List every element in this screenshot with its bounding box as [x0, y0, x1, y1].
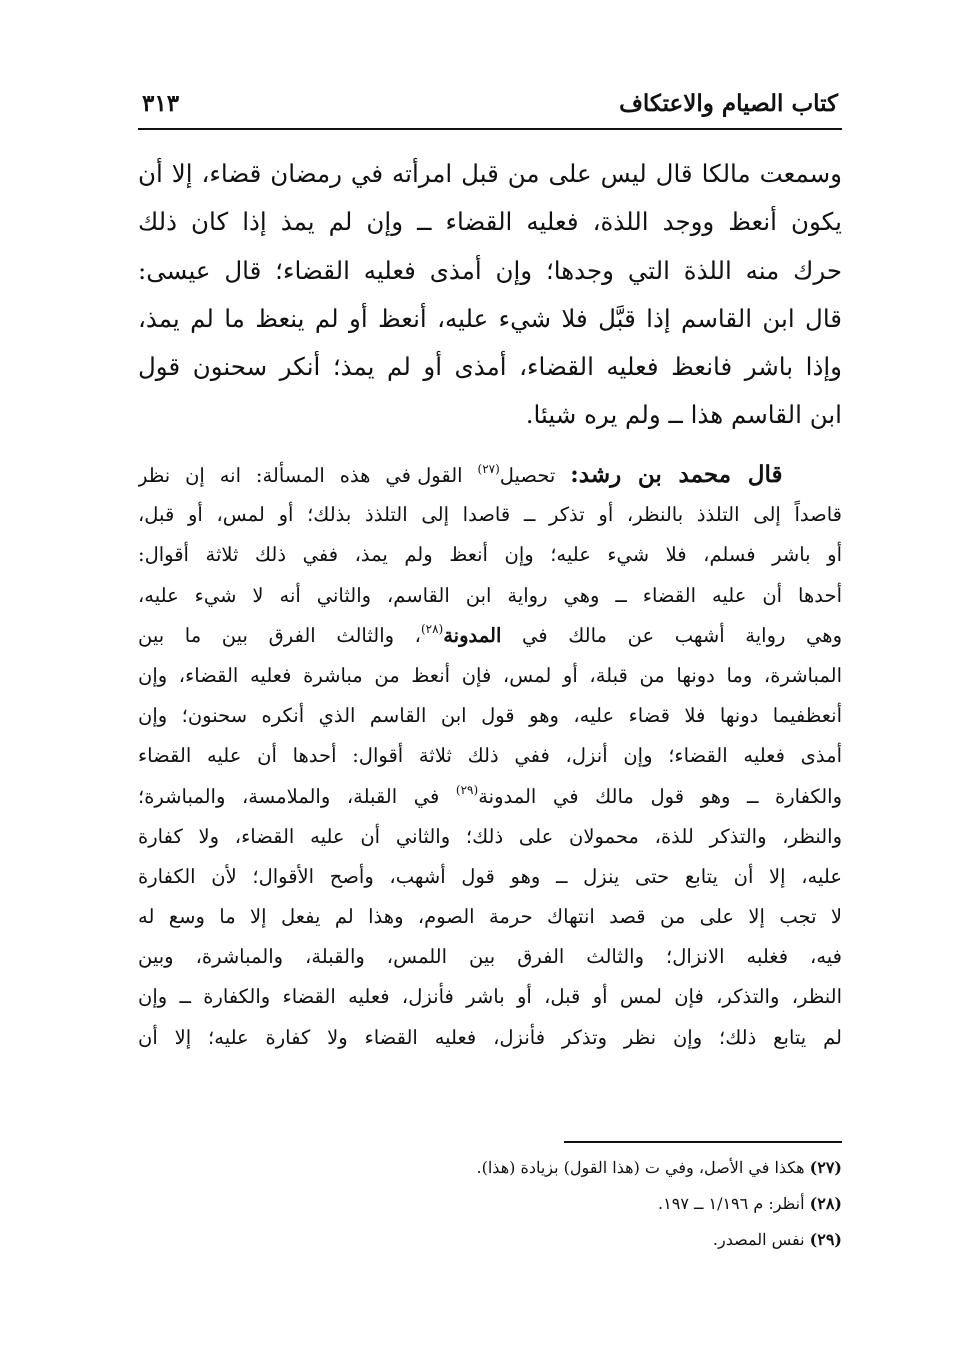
text-line: فيه، فغلبه الانزال؛ والثالث الفرق بين اللمس، والقبلة، والمباشرة، وبين — [138, 945, 842, 969]
page-header — [138, 90, 838, 128]
text-line — [138, 777, 842, 817]
footnote-29 — [138, 1222, 842, 1258]
footnote-separator — [564, 1141, 842, 1143]
text-segment: وهي رواية أشهب عن مالك في — [522, 623, 842, 647]
text-line: وسمعت مالكا قال ليس على من قبل امرأته في رمضان قضاء، إلا أن — [138, 159, 842, 188]
text-line: أو باشر فسلم، فلا شيء عليه؛ وإن أنعظ ولم يمذ، ففي ذلك ثلاثة أقوال: — [138, 543, 842, 567]
text-line: لا تجب إلا على من قصد انتهاك حرمة الصوم، وهذا لم يفعل إلا ما وسع له — [138, 905, 842, 929]
text-line: أحدها أن عليه القضاء ــ وهي رواية ابن القاسم، والثاني أنه لا شيء عليه، — [138, 583, 842, 607]
text-line: قال ابن القاسم إذا قبَّل فلا شيء عليه، أنعظ أو لم ينعظ ما لم يمذ، — [138, 303, 842, 333]
text-segment: والكفارة ــ وهو قول مالك في المدونة — [478, 784, 842, 808]
header-rule — [138, 128, 842, 130]
text-line — [138, 616, 842, 656]
text-line — [138, 455, 842, 495]
text-line: أمذى فعليه القضاء؛ وإن أنزل، ففي ذلك ثلاثة أقوال: أحدها أن عليه القضاء — [138, 744, 842, 768]
text-segment: تحصيل — [499, 464, 556, 487]
text-line: النظر، والتذكر، فإن لمس أو قبل، أو باشر فأنزل، فعليه القضاء والكفارة ــ وإن — [138, 985, 842, 1009]
commentary-lead: قال محمد بن رشد: — [570, 461, 783, 488]
text-line: حرك منه اللذة التي وجدها؛ وإن أمذى فعليه القضاء؛ قال عيسى: — [138, 255, 842, 285]
footnote-number: (٢٩) — [809, 1230, 842, 1249]
text-line: المباشرة، وما دونها من قبلة، أو لمس، فإن أنعظ من مباشرة فعليه القضاء، وإن — [138, 663, 842, 687]
text-line: قاصداً إلى التلذذ بالنظر، أو تذكر ــ قاصدا إلى التلذذ بذلك؛ أو لمس، أو قبل، — [138, 503, 842, 527]
text-line: والنظر، والتذكر للذة، محمولان على ذلك؛ والثاني أن عليه القضاء، ولا كفارة — [138, 824, 842, 848]
footnote-number: (٢٨) — [809, 1194, 842, 1213]
text-line: ابن القاسم هذا ــ ولم يره شيئا. — [525, 400, 842, 430]
footnote-28 — [138, 1186, 842, 1222]
running-title: كتاب الصيام والاعتكاف — [619, 90, 838, 117]
text-line: يكون أنعظ ووجد اللذة، فعليه القضاء ــ وإن لم يمذ إذا كان ذلك — [138, 207, 842, 237]
footnote-number: (٢٧) — [809, 1158, 842, 1177]
footnote-ref-27[interactable]: (٢٧) — [477, 462, 500, 476]
book-title-mudawwana: المدونة — [443, 623, 502, 647]
text-line: أنعظفيما دونها فلا قضاء عليه، وهو قول ابن القاسم الذي أنكره سحنون؛ وإن — [138, 704, 842, 728]
page-number: ٣١٣ — [142, 90, 180, 117]
footnote-text: نفس المصدر. — [712, 1230, 805, 1249]
footnote-text: أنظر: م ١/١٩٦ ــ ١٩٧. — [658, 1194, 805, 1213]
footnotes — [138, 1150, 842, 1258]
text-segment: في القبلة، والملامسة، والمباشرة؛ — [138, 784, 440, 808]
text-segment: القول في هذه المسألة: انه إن نظر — [138, 464, 463, 487]
text-segment: ، والثالث الفرق بين ما بين — [138, 623, 421, 647]
footnote-ref-29[interactable]: (٢٩) — [455, 782, 479, 797]
paragraph-1 — [138, 150, 842, 440]
text-line: لم يتابع ذلك؛ وإن نظر وتذكر فأنزل، فعليه القضاء ولا كفارة عليه؛ إلا أن — [138, 1025, 842, 1049]
footnote-27 — [138, 1150, 842, 1186]
paragraph-2 — [138, 455, 842, 1058]
footnote-ref-28[interactable]: (٢٨) — [420, 621, 444, 636]
text-line: عليه، إلا أن يتابع حتى ينزل ــ وهو قول أشهب، وأصح الأقوال؛ لأن الكفارة — [138, 864, 842, 888]
text-line: وإذا باشر فانعظ فعليه القضاء، أمذى أو لم يمذ؛ أنكر سحنون قول — [138, 352, 842, 382]
footnote-text: هكذا في الأصل، وفي ت (هذا القول) بزيادة (هذا). — [476, 1158, 805, 1177]
